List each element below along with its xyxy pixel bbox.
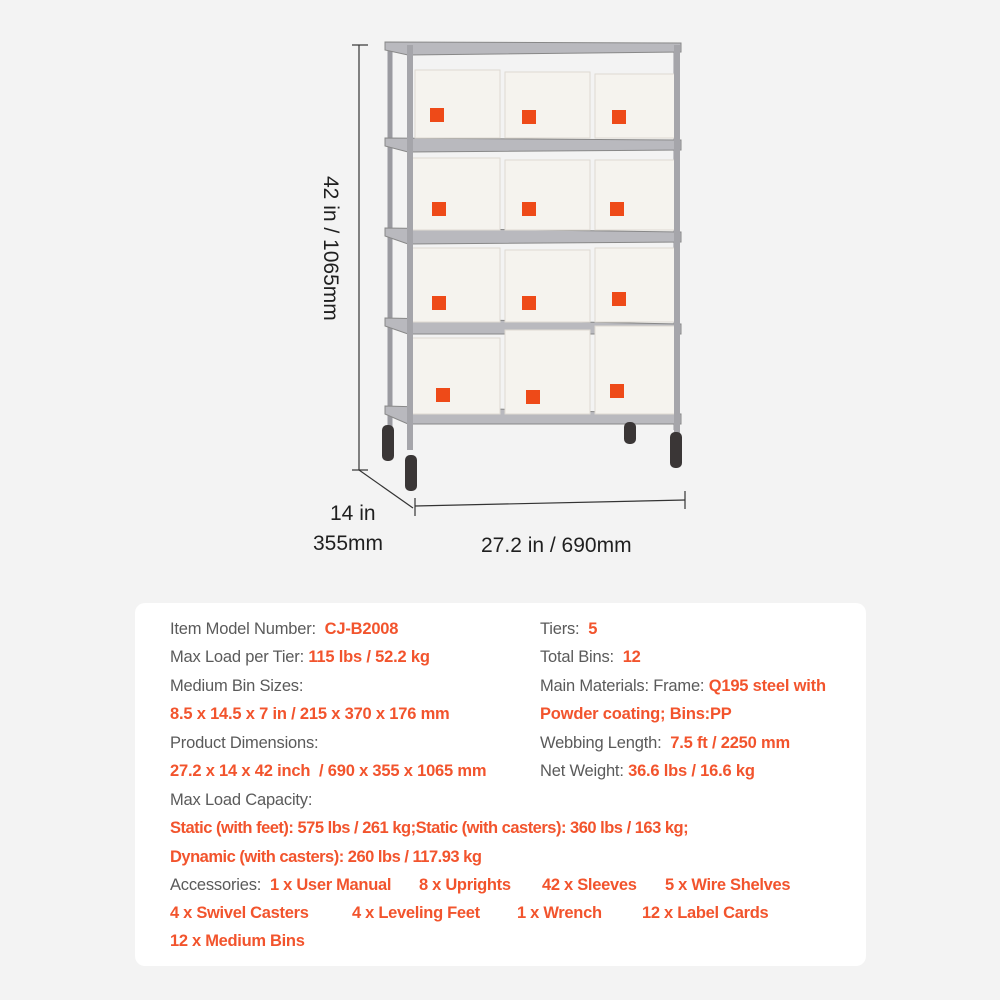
spec-accessories-label: Accessories:	[170, 876, 262, 894]
accessory-item: 4 x Leveling Feet	[352, 904, 480, 922]
accessory-item: 4 x Swivel Casters	[170, 904, 309, 922]
spec-product-dimensions-label: Product Dimensions:	[170, 734, 319, 752]
spec-webbing: Webbing Length: 7.5 ft / 2250 mm	[540, 734, 790, 752]
accessory-item: 8 x Uprights	[419, 876, 511, 894]
spec-max-load-tier: Max Load per Tier: 115 lbs / 52.2 kg	[170, 648, 430, 666]
spec-max-load-capacity-label: Max Load Capacity:	[170, 791, 313, 809]
spec-materials: Main Materials: Frame: Q195 steel with	[540, 677, 826, 695]
spec-max-load-capacity-line1: Static (with feet): 575 lbs / 261 kg;Static (with casters): 360 lbs / 163 kg;	[170, 819, 689, 837]
accessory-item: 1 x User Manual	[270, 876, 392, 894]
spec-materials-line2: Powder coating; Bins:PP	[540, 705, 732, 723]
spec-model: Item Model Number: CJ-B2008	[170, 620, 399, 638]
accessory-item: 42 x Sleeves	[542, 876, 637, 894]
width-dimension-label: 27.2 in / 690mm	[481, 534, 632, 557]
casters	[382, 422, 682, 491]
spec-net-weight: Net Weight: 36.6 lbs / 16.6 kg	[540, 762, 755, 780]
model-value: CJ-B2008	[324, 620, 399, 638]
spec-product-dimensions-value: 27.2 x 14 x 42 inch / 690 x 355 x 1065 mm	[170, 762, 487, 780]
accessory-item: 1 x Wrench	[517, 904, 602, 922]
accessory-item: 12 x Medium Bins	[170, 932, 305, 950]
accessory-item: 5 x Wire Shelves	[665, 876, 791, 894]
spec-bin-sizes-label: Medium Bin Sizes:	[170, 677, 304, 695]
spec-bin-sizes-value: 8.5 x 14.5 x 7 in / 215 x 370 x 176 mm	[170, 705, 450, 723]
height-dimension-label: 42 in / 1065mm	[319, 176, 342, 321]
depth-dimension-in: 14 in	[330, 502, 376, 525]
depth-dimension-mm: 355mm	[313, 532, 384, 555]
accessory-item: 12 x Label Cards	[642, 904, 769, 922]
spec-max-load-capacity-line2: Dynamic (with casters): 260 lbs / 117.93 kg	[170, 848, 482, 866]
spec-tiers: Tiers: 5	[540, 620, 598, 638]
spec-total-bins: Total Bins: 12	[540, 648, 641, 666]
